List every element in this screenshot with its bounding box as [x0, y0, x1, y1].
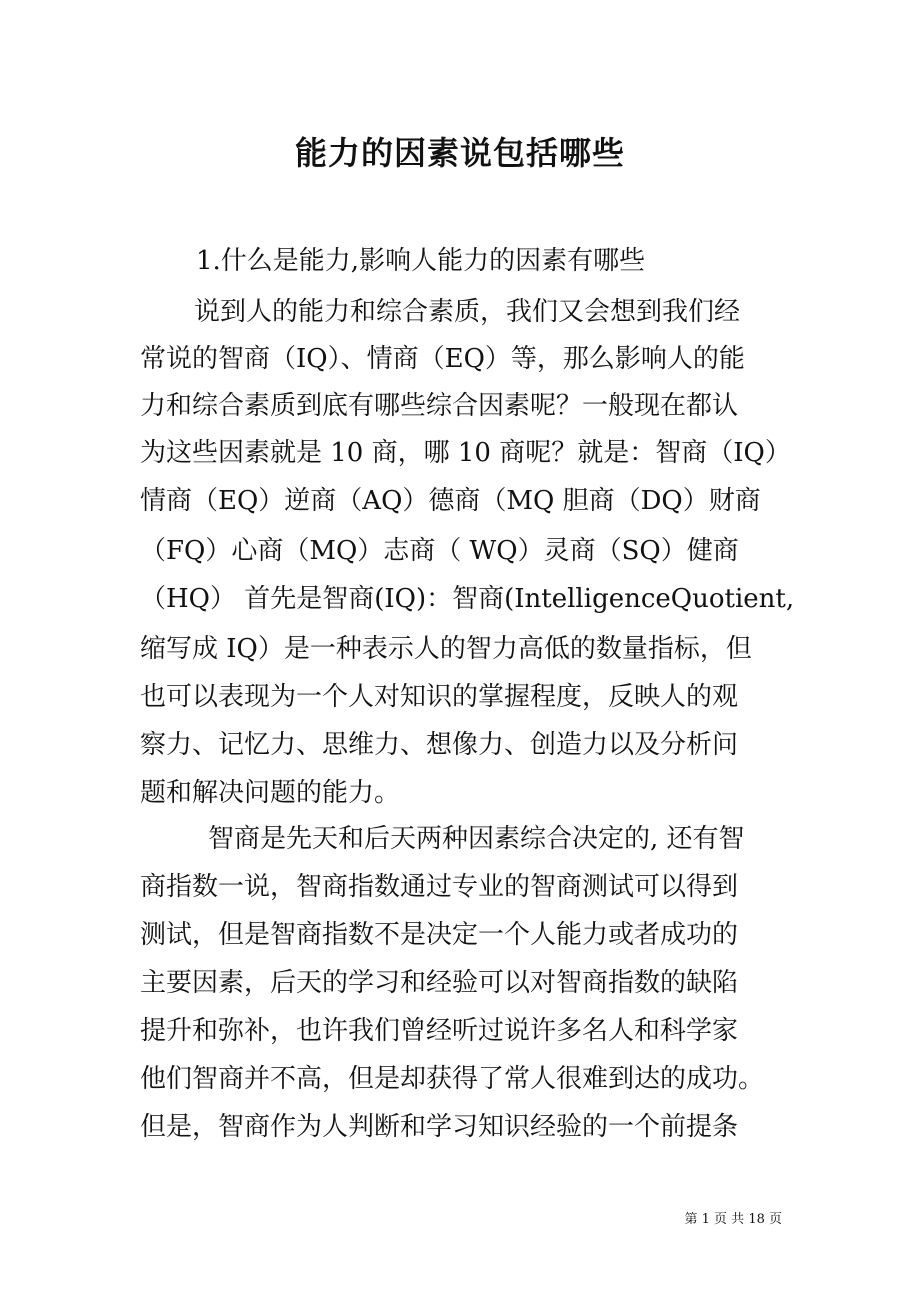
body-line: 情商（EQ）逆商（AQ）德商（MQ 胆商（DQ）财商: [140, 486, 761, 516]
body-line: 主要因素，后天的学习和经验可以对智商指数的缺陷: [140, 968, 739, 998]
body-line: 但是，智商作为人判断和学习知识经验的一个前提条: [140, 1112, 739, 1142]
body-line: 为这些因素就是 10 商，哪 10 商呢？就是：智商（IQ）: [140, 438, 791, 468]
body-line: 测试，但是智商指数不是决定一个人能力或者成功的: [140, 920, 739, 950]
body-line: （HQ） 首先是智商(IQ)：智商(IntelligenceQuotient,: [140, 584, 795, 614]
body-line: 智商是先天和后天两种因素综合决定的, 还有智: [208, 824, 745, 854]
body-line: 缩写成 IQ）是一种表示人的智力高低的数量指标，但: [140, 634, 752, 664]
body-line: 也可以表现为一个人对知识的掌握程度，反映人的观: [140, 682, 739, 712]
body-line: 题和解决问题的能力。: [140, 778, 401, 808]
body-line: 说到人的能力和综合素质，我们又会想到我们经: [194, 297, 741, 327]
body-line: 察力、记忆力、思维力、想像力、创造力以及分析问: [140, 730, 739, 760]
body-line: 提升和弥补，也许我们曾经听过说许多名人和科学家: [140, 1016, 739, 1046]
document-title: 能力的因素说包括哪些: [294, 134, 625, 172]
body-line: 常说的智商（IQ）、情商（EQ）等，那么影响人的能: [140, 344, 745, 374]
body-line: 力和综合素质到底有哪些综合因素呢？一般现在都认: [140, 391, 739, 421]
body-line: 商指数一说，智商指数通过专业的智商测试可以得到: [140, 872, 739, 902]
page-footer: 第 1 页 共 18 页: [684, 1212, 782, 1227]
body-line: 1.什么是能力,影响人能力的因素有哪些: [196, 246, 646, 276]
body-line: （FQ）心商（MQ）志商（ WQ）灵商（SQ）健商: [140, 536, 739, 566]
body-line: 他们智商并不高，但是却获得了常人很难到达的成功。: [140, 1064, 765, 1094]
